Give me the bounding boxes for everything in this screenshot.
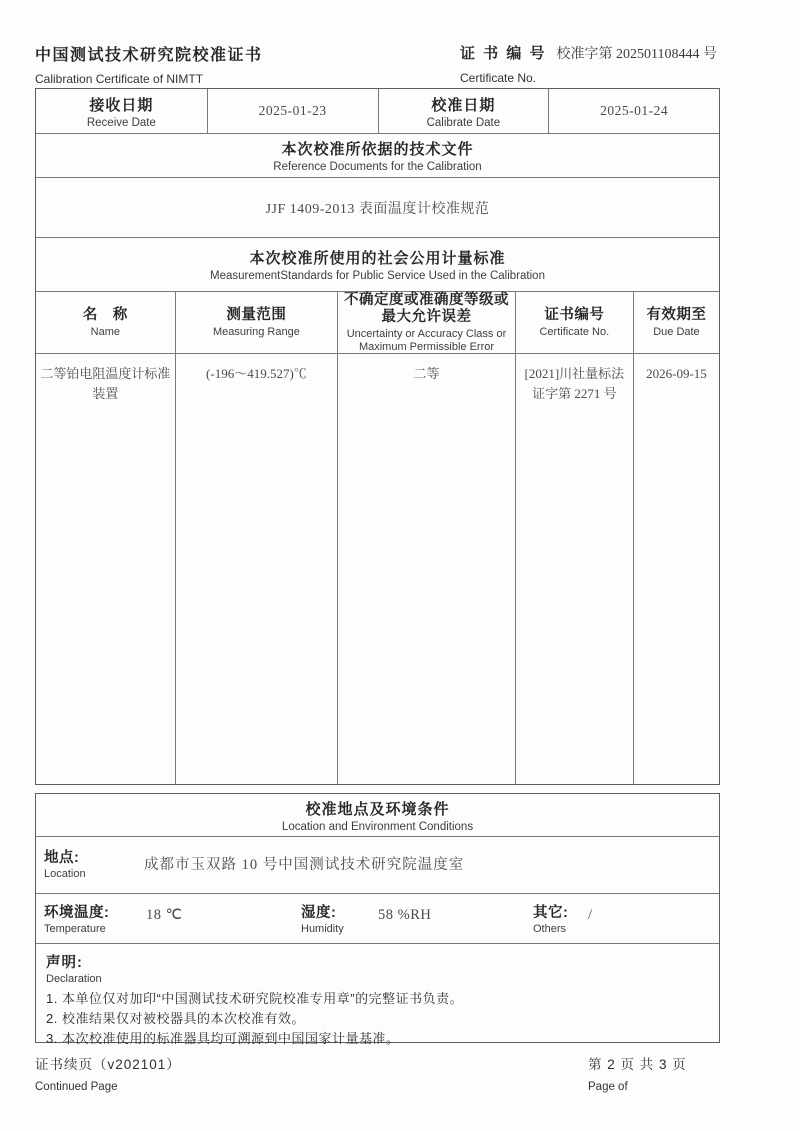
others-label-cn: 其它:: [533, 905, 569, 921]
standard-due-cell: 2026-09-15: [633, 354, 719, 784]
location-label: [44, 846, 86, 880]
standards-col-name: [36, 292, 175, 353]
standards-col-uncertainty: [337, 292, 515, 353]
receive-date-label-cn: 接收日期: [89, 96, 154, 114]
main-table: [35, 88, 720, 785]
col-due-cn: 有效期至: [646, 306, 707, 323]
declaration-item: 1. 本单位仅对加印“中国测试技术研究院校准专用章”的完整证书负责。: [46, 991, 464, 1006]
reference-title-cn: 本次校准所依据的技术文件: [281, 141, 474, 158]
col-uncertainty-en: Uncertainty or Accuracy Class or Maximum Permissible Error: [346, 327, 507, 353]
certificate-no-value: 校准字第 202501108444 号: [556, 47, 717, 62]
declaration-label-cn: 声明:: [46, 955, 83, 971]
standard-class-cell: 二等: [337, 354, 515, 784]
footer-continued-cn: 证书续页（v202101）: [35, 1057, 181, 1072]
others-label-en: Others: [533, 923, 567, 935]
certificate-no-label-cn: 证 书 编 号: [460, 45, 547, 62]
col-due-en: Due Date: [653, 325, 700, 338]
receive-date-label-cell: [36, 89, 207, 133]
calibrate-date-label-cell: [378, 89, 549, 133]
certificate-header-left: [35, 42, 263, 86]
others-label: [533, 901, 568, 935]
standards-title-en: MeasurementStandards for Public Service Used in the Calibration: [210, 270, 545, 282]
location-row: [36, 836, 719, 893]
standard-name-cell: 二等铂电阻温度计标准装置: [40, 366, 171, 402]
calibrate-date-label-en: Calibrate Date: [426, 116, 501, 129]
location-box: [35, 793, 720, 1046]
humidity-label: [301, 901, 344, 935]
humidity-label-en: Humidity: [301, 923, 344, 935]
col-range-en: Measuring Range: [212, 325, 300, 338]
standards-header-row: [36, 291, 719, 353]
standard-certno-cell: [2021]川社量标法证字第 2271 号: [515, 354, 633, 784]
certificate-header-right: [460, 42, 717, 85]
declaration-label-en: Declaration: [46, 973, 102, 985]
location-title-cn: 校准地点及环境条件: [305, 800, 450, 818]
receive-date-label-en: Receive Date: [86, 116, 156, 129]
declaration-row: [36, 943, 719, 1046]
location-label-en: Location: [44, 868, 86, 880]
calibrate-date-value: 2025-01-24: [600, 103, 669, 118]
temperature-value: 18 ℃: [146, 907, 183, 923]
col-certno-cn: 证书编号: [544, 306, 605, 323]
declaration-items: [46, 989, 709, 1049]
footer-continued-en: Continued Page: [35, 1081, 118, 1093]
col-name-cn: 名 称: [82, 306, 128, 323]
calibrate-date-label-cn: 校准日期: [431, 96, 496, 114]
environment-row: [36, 893, 719, 943]
col-certno-en: Certificate No.: [539, 325, 610, 338]
standards-col-certno: [515, 292, 633, 353]
certificate-no-label-en: Certificate No.: [460, 71, 537, 85]
footer-right: [588, 1053, 687, 1093]
reference-section-header: [36, 133, 719, 177]
col-name-en: Name: [90, 325, 120, 338]
standards-col-due: [633, 292, 719, 353]
standards-title-cn: 本次校准所使用的社会公用计量标准: [249, 250, 506, 267]
footer-page-number-cn: 第 2 页 共 3 页: [588, 1057, 687, 1072]
receive-date-value-cell: [207, 89, 378, 133]
reference-title-en: Reference Documents for the Calibration: [273, 161, 482, 173]
certificate-title-cn: 中国测试技术研究院校准证书: [35, 47, 263, 64]
receive-date-value: 2025-01-23: [258, 103, 327, 118]
footer-page-number-en: Page of: [588, 1081, 628, 1093]
others-value: /: [588, 907, 593, 923]
temperature-label-cn: 环境温度:: [44, 905, 110, 921]
standard-range-cell: (-196～419.527)℃: [175, 354, 338, 784]
humidity-value: 58 %RH: [378, 907, 432, 923]
standards-data-row: [36, 353, 719, 784]
calibrate-date-value-cell: [548, 89, 719, 133]
standards-col-range: [175, 292, 338, 353]
location-section-header: [36, 794, 719, 836]
humidity-label-cn: 湿度:: [301, 905, 337, 921]
location-value: 成都市玉双路 10 号中国测试技术研究院温度室: [144, 857, 465, 873]
footer-left: [35, 1053, 181, 1093]
standards-section-header: [36, 237, 719, 291]
certificate-title-en: Calibration Certificate of NIMTT: [35, 72, 204, 86]
col-uncertainty-cn: 不确定度或准确度等级或最大允许误差: [343, 291, 509, 325]
location-title-en: Location and Environment Conditions: [281, 820, 474, 833]
declaration-item: 3. 本次校准使用的标准器具均可溯源到中国国家计量基准。: [46, 1031, 400, 1046]
declaration-item: 2. 校准结果仅对被校器具的本次校准有效。: [46, 1011, 305, 1026]
dates-row: [36, 89, 719, 133]
temperature-label-en: Temperature: [44, 923, 106, 935]
temperature-label: [44, 901, 109, 935]
location-label-cn: 地点:: [44, 850, 80, 866]
col-range-cn: 测量范围: [226, 306, 287, 323]
reference-content: JJF 1409-2013 表面温度计校准规范: [36, 177, 719, 237]
